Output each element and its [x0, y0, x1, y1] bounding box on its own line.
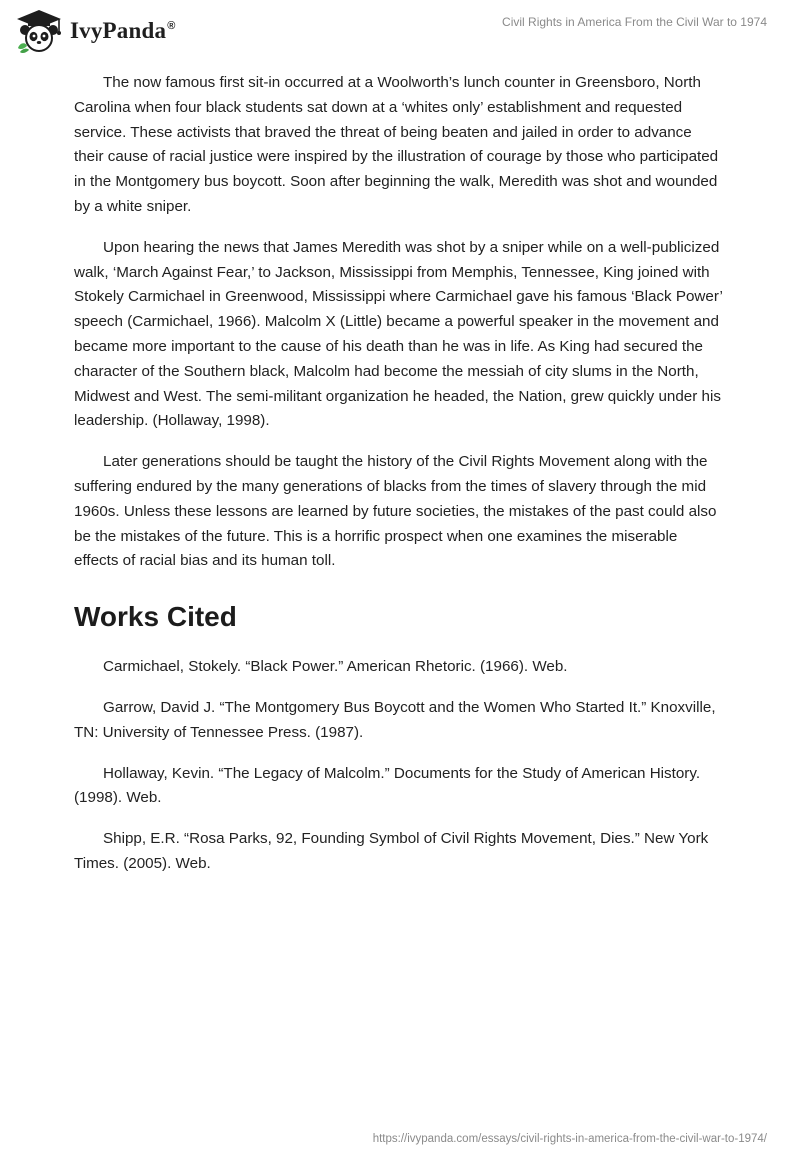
body-paragraph: Later generations should be taught the history of the Civil Rights Movement along with the suffering endured by the many generations of blacks from the times of slavery through the mid 1960s. Unless these lessons are learned by future societies, the mistakes of the past could also be the mistakes of the future. This is a horrific prospect when one examines the miserable effects of racial bias and its human toll.: [74, 453, 717, 570]
body-paragraph: Upon hearing the news that James Meredith was shot by a sniper while on a well-publicized walk, ‘March Against Fear,’ to Jackson, Mississippi from Memphis, Tennessee, King joined with Stokely Carmichael in Greenwood, Mississippi where Carmichael gave his famous ‘Black Power’ speech (Carmichael, 1966). Malcolm X (Little) became a powerful speaker in the movement and became more important to the cause of his death than he was in life. As King had secured the character of the Southern black, Malcolm had become the messiah of city slums in the North, Midwest and West. The semi-militant organization he headed, the Nation, grew quickly under his leadership. (Hollaway, 1998).: [74, 238, 723, 430]
citation-entry: Carmichael, Stokely. “Black Power.” American Rhetoric. (1966). Web.: [103, 658, 568, 676]
panda-graduation-cap-icon: [14, 8, 64, 54]
citation-entry: Hollaway, Kevin. “The Legacy of Malcolm.” Documents for the Study of American History. (1998). Web.: [74, 764, 701, 807]
page-header: [0, 0, 800, 72]
document-title: Civil Rights in America From the Civil War to 1974: [502, 15, 767, 29]
source-url[interactable]: https://ivypanda.com/essays/civil-rights-in-america-from-the-civil-war-to-1974/: [372, 1133, 767, 1145]
works-cited-heading: Works Cited: [74, 601, 237, 633]
citation-entry: Shipp, E.R. “Rosa Parks, 92, Founding Symbol of Civil Rights Movement, Dies.” New York Times. (2005). Web.: [74, 830, 709, 872]
essay-content: [74, 71, 724, 893]
ivypanda-logo[interactable]: [14, 8, 176, 54]
body-paragraph: The now famous first sit-in occurred at a Woolworth’s lunch counter in Greensboro, North Carolina when four black students sat down at a ‘whites only’ establishment and requested service. These activists that braved the threat of being beaten and jailed in order to advance their cause of racial justice were inspired by the illustration of courage by those who participated in the Montgomery bus boycott. Soon after beginning the walk, Meredith was shot and wounded by a white sniper.: [74, 74, 719, 215]
citation-entry: Garrow, David J. “The Montgomery Bus Boycott and the Women Who Started It.” Knoxville, TN: University of Tennessee Press. (1987).: [74, 698, 716, 741]
brand-name: IvyPanda®: [70, 18, 176, 43]
